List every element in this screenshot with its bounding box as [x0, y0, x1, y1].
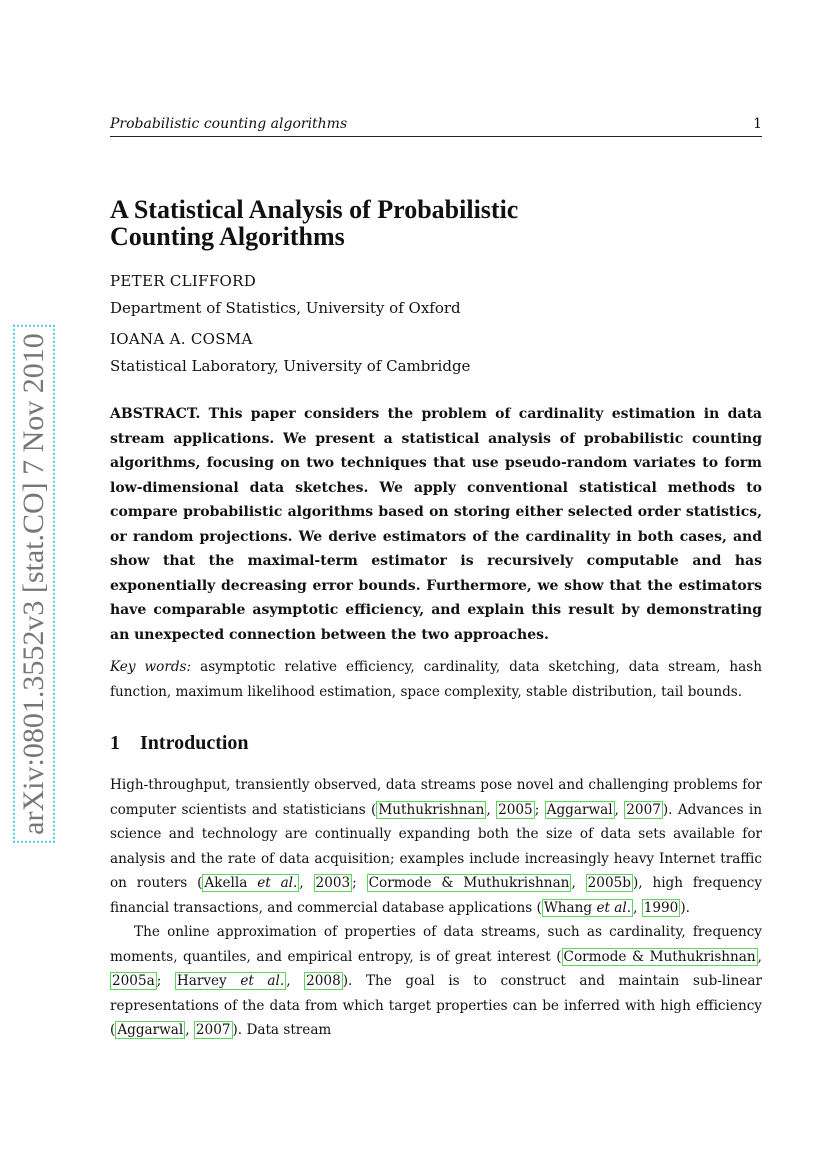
- citation-link[interactable]: [542, 899, 633, 917]
- text-run: High-throughput, transiently observed, data streams pose novel and challenging problems for computer scientists and statisticians (: [110, 777, 762, 818]
- text-run: ). Advances in science and technology are continually expanding both the size of data sets available for analysis and the rate of data acquisition; examples include increasingly heavy Internet traffic on routers (: [110, 801, 763, 891]
- citation-link[interactable]: 2005b: [587, 875, 631, 891]
- citation-author: Akella: [204, 875, 258, 891]
- paper-title: [110, 196, 750, 250]
- title-line-1: A Statistical Analysis of Probabilistic: [110, 195, 519, 224]
- section-title: Introduction: [140, 732, 249, 754]
- running-header: [110, 116, 762, 137]
- citation-link[interactable]: Aggarwal: [546, 801, 613, 818]
- text-run: ), high frequency financial transactions, and commercial database applications (: [110, 875, 762, 916]
- citation-link[interactable]: Muthukrishnan: [378, 801, 485, 818]
- citation-link[interactable]: [175, 972, 286, 990]
- text-run: ). The goal is to construct and maintain sub-linear representations of the data from which target properties can be inferred with high efficiency (: [110, 973, 762, 1038]
- citation-etal: et al.: [240, 973, 285, 989]
- arxiv-stamp-text[interactable]: arXiv:0801.3552v3 [stat.CO] 7 Nov 2010: [13, 325, 55, 843]
- paragraph: [110, 773, 762, 920]
- citation-link[interactable]: [202, 874, 299, 892]
- citation-link[interactable]: 1990: [643, 899, 679, 916]
- author-block: [110, 268, 461, 322]
- citation-link[interactable]: 2007: [626, 801, 661, 818]
- keywords-text: asymptotic relative efficiency, cardinality, data sketching, data stream, hash function, maximum likelihood estimation, space complexity, stable distribution, tail bounds.: [110, 659, 762, 700]
- text-run: The online approximation of properties of data streams, such as cardinality, frequency moments, quantiles, and empirical entropy, is of great interest (: [110, 924, 762, 965]
- text-run: ;: [352, 875, 367, 891]
- running-title: Probabilistic counting algorithms: [110, 116, 348, 132]
- citation-link[interactable]: Aggarwal: [117, 1022, 184, 1038]
- text-run: ,: [614, 801, 625, 818]
- keywords-label: Key words:: [110, 659, 192, 675]
- citation-etal: et al.: [596, 899, 632, 916]
- abstract: ABSTRACT. This paper considers the problem of cardinality estimation in data stream applications. We present a statistical analysis of probabilistic counting algorithms, focusing on two techniques that use pseudo-random variates to form low-dimensional data sketches. We apply conventional statistical methods to compare probabilistic algorithms based on storing either selected order statistics, or random projections. We derive estimators of the cardinality in both cases, and show that the maximal-term estimator is recursively computable and has exponentially decreasing error bounds. Furthermore, we show that the estimators have comparable asymptotic efficiency, and explain this result by demonstrating an unexpected connection between the two approaches.: [110, 406, 762, 643]
- text-run: ,: [633, 899, 642, 916]
- citation-author: Harvey: [176, 973, 241, 989]
- citation-link[interactable]: Cormode & Muthukrishnan: [368, 875, 570, 891]
- text-run: ,: [571, 875, 586, 891]
- citation-link[interactable]: 2005a: [112, 973, 155, 989]
- text-run: ,: [486, 801, 497, 818]
- author-name: PETER CLIFFORD: [110, 272, 257, 290]
- text-run: ).: [680, 899, 690, 916]
- text-run: ;: [534, 801, 545, 818]
- body-text: [110, 773, 762, 1043]
- section-number: 1: [110, 732, 120, 754]
- text-run: ;: [156, 973, 175, 989]
- author-affiliation: Department of Statistics, University of Oxford: [110, 299, 461, 317]
- paragraph: [110, 920, 762, 1043]
- text-run: ,: [286, 973, 305, 989]
- title-line-2: Counting Algorithms: [110, 222, 345, 251]
- author-block: [110, 326, 470, 380]
- citation-etal: et al.: [257, 875, 298, 891]
- citation-link[interactable]: 2003: [315, 875, 351, 891]
- author-name: IOANA A. COSMA: [110, 330, 253, 348]
- section-heading: [110, 732, 249, 755]
- page-number: 1: [753, 116, 762, 132]
- text-run: ,: [757, 948, 762, 965]
- arxiv-stamp: [14, 333, 54, 835]
- citation-link[interactable]: 2008: [306, 973, 341, 989]
- citation-link[interactable]: 2005: [498, 801, 533, 818]
- text-run: ,: [299, 875, 314, 891]
- keywords: [110, 655, 762, 704]
- citation-author: Whang: [543, 899, 597, 916]
- author-affiliation: Statistical Laboratory, University of Cambridge: [110, 357, 471, 375]
- citation-link[interactable]: 2007: [195, 1022, 231, 1038]
- text-run: ). Data stream: [232, 1022, 332, 1038]
- text-run: ,: [185, 1022, 194, 1038]
- citation-link[interactable]: Cormode & Muthukrishnan: [563, 948, 756, 965]
